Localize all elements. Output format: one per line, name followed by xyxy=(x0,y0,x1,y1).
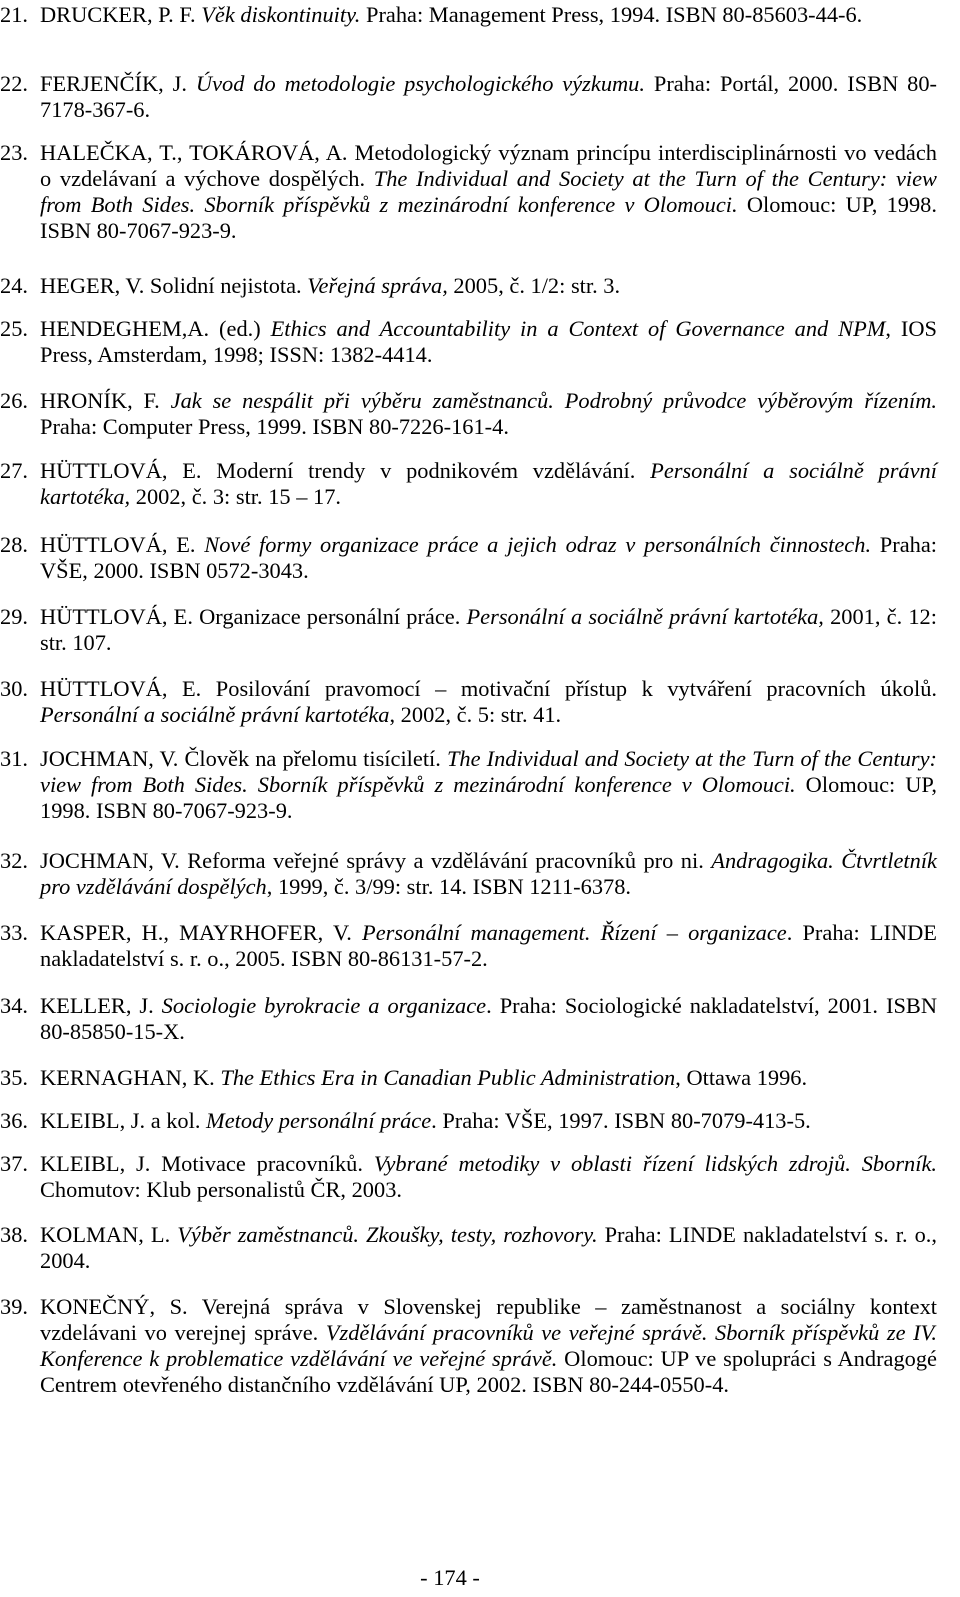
reference-number: 31. xyxy=(0,746,28,771)
reference-text: FERJENČÍK, J. Úvod do metodologie psychologického výzkumu. Praha: Portál, 2000. ISBN 80-7178-367-6. xyxy=(40,71,937,122)
reference-number: 37. xyxy=(0,1151,28,1176)
reference-number: 32. xyxy=(0,848,28,873)
reference-text: KASPER, H., MAYRHOFER, V. Personální management. Řízení – organizace. Praha: LINDE nakladatelství s. r. o., 2005. ISBN 80-86131-57-2. xyxy=(40,920,937,971)
reference-number: 25. xyxy=(0,316,28,341)
reference-number: 27. xyxy=(0,458,28,483)
reference-text: KLEIBL, J. a kol. Metody personální práce. Praha: VŠE, 1997. ISBN 80-7079-413-5. xyxy=(40,1108,811,1133)
reference-text: HEGER, V. Solidní nejistota. Veřejná správa, 2005, č. 1/2: str. 3. xyxy=(40,273,621,298)
page-number: - 174 - xyxy=(420,1565,480,1590)
reference-text: HÜTTLOVÁ, E. Nové formy organizace práce a jejich odraz v personálních činnostech. Praha: VŠE, 2000. ISBN 0572-3043. xyxy=(40,532,937,583)
reference-number: 21. xyxy=(0,2,28,27)
reference-text: DRUCKER, P. F. Věk diskontinuity. Praha: Management Press, 1994. ISBN 80-85603-44-6. xyxy=(40,2,863,27)
reference-number: 38. xyxy=(0,1222,28,1247)
reference-number: 29. xyxy=(0,604,28,629)
reference-number: 26. xyxy=(0,388,28,413)
reference-number: 33. xyxy=(0,920,28,945)
reference-text: HÜTTLOVÁ, E. Posilování pravomocí – motivační přístup k vytváření pracovních úkolů. Personální a sociálně právní kartotéka, 2002, č. 5: str. 41. xyxy=(40,676,937,727)
reference-number: 24. xyxy=(0,273,28,298)
reference-number: 34. xyxy=(0,993,28,1018)
reference-number: 28. xyxy=(0,532,28,557)
reference-text: KLEIBL, J. Motivace pracovníků. Vybrané metodiky v oblasti řízení lidských zdrojů. Sborník. Chomutov: Klub personalistů ČR, 2003. xyxy=(40,1151,937,1202)
reference-text: HALEČKA, T., TOKÁROVÁ, A. Metodologický význam princípu interdisciplinárnosti vo vedách o vzdelávaní a výchove dospělých. The Individual and Society at the Turn of the Century: view from Both Sides. Sborník příspěvků z mezinárodní konference v Olomouci. Olomouc: UP, 1998. ISBN 80-7067-923-9. xyxy=(40,140,937,243)
reference-text: JOCHMAN, V. Člověk na přelomu tisíciletí. The Individual and Society at the Turn of the Century: view from Both Sides. Sborník příspěvků z mezinárodní konference v Olomouci. Olomouc: UP, 1998. ISBN 80-7067-923-9. xyxy=(40,746,938,823)
reference-text: KOLMAN, L. Výběr zaměstnanců. Zkoušky, testy, rozhovory. Praha: LINDE nakladatelství s. r. o., 2004. xyxy=(40,1222,938,1273)
reference-text: JOCHMAN, V. Reforma veřejné správy a vzdělávání pracovníků pro ni. Andragogika. Čtvrtletník pro vzdělávání dospělých, 1999, č. 3/99: str. 14. ISBN 1211-6378. xyxy=(40,848,937,899)
reference-text: HRONÍK, F. Jak se nespálit při výběru zaměstnanců. Podrobný průvodce výběrovým řízením. Praha: Computer Press, 1999. ISBN 80-7226-161-4. xyxy=(40,388,937,439)
reference-text: KONEČNÝ, S. Verejná správa v Slovenskej republike – zaměstnanost a sociálny kontext vzdelávani vo verejnej správe. Vzdělávání pracovníků ve veřejné správě. Sborník příspěvků ze IV. Konference k problematice vzdělávání ve veřejné správě. Olomouc: UP ve spolupráci s Andragogé Centrem otevřeného distančního vzdělávání UP, 2002. ISBN 80-244-0550-4. xyxy=(40,1294,937,1397)
reference-number: 23. xyxy=(0,140,28,165)
reference-number: 39. xyxy=(0,1294,28,1319)
reference-text: HÜTTLOVÁ, E. Organizace personální práce. Personální a sociálně právní kartotéka, 2001, č. 12: str. 107. xyxy=(40,604,937,655)
reference-number: 36. xyxy=(0,1108,28,1133)
reference-text: HENDEGHEM,A. (ed.) Ethics and Accountability in a Context of Governance and NPM, IOS Press, Amsterdam, 1998; ISSN: 1382-4414. xyxy=(40,316,937,367)
reference-text: HÜTTLOVÁ, E. Moderní trendy v podnikovém vzdělávání. Personální a sociálně právní kartotéka, 2002, č. 3: str. 15 – 17. xyxy=(40,458,937,509)
reference-number: 30. xyxy=(0,676,28,701)
reference-number: 35. xyxy=(0,1065,28,1090)
reference-text: KERNAGHAN, K. The Ethics Era in Canadian Public Administration, Ottawa 1996. xyxy=(40,1065,808,1090)
reference-text: KELLER, J. Sociologie byrokracie a organizace. Praha: Sociologické nakladatelství, 2001. ISBN 80-85850-15-X. xyxy=(40,993,938,1044)
reference-number: 22. xyxy=(0,71,28,96)
